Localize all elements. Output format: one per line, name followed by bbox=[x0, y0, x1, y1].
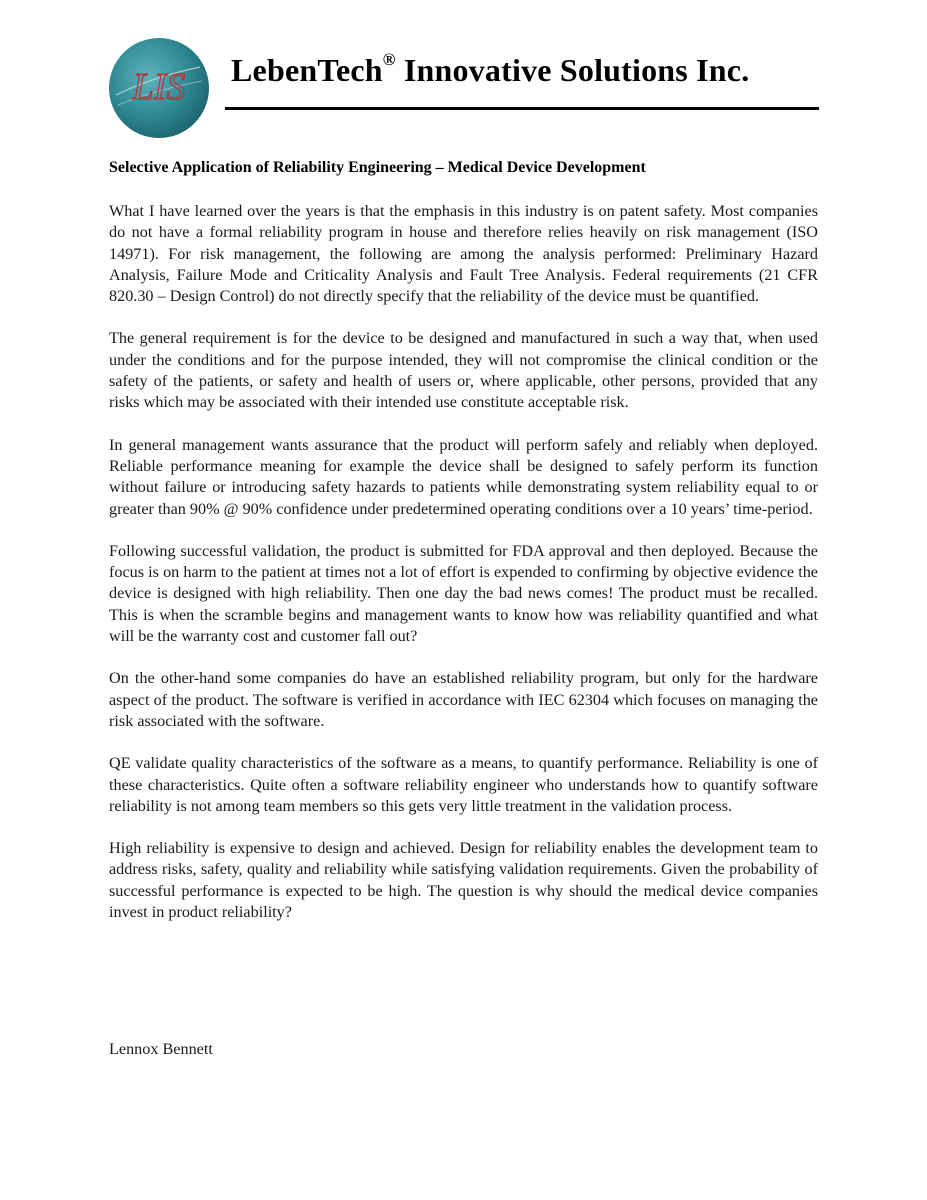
company-name bbox=[231, 52, 749, 89]
paragraph-3: In general management wants assurance that the product will perform safely and reliably when deployed. Reliable performance meaning for example the device shall be designed to safely perform its function without failure or introducing safety hazards to patients while demonstrating system reliability equal to or greater than 90% @ 90% confidence under predetermined operating conditions over a 10 years’ time-period. bbox=[109, 435, 818, 518]
paragraph-7: High reliability is expensive to design and achieved. Design for reliability enables the development team to address risks, safety, quality and reliability while satisfying validation requirements. Given the probability of successful performance is expected to be high. The question is why should the medical device companies invest in product reliability? bbox=[109, 839, 818, 922]
author-signature: Lennox Bennett bbox=[109, 1040, 213, 1058]
header-rule bbox=[225, 107, 819, 110]
paragraph-6: QE validate quality characteristics of the software as a means, to quantify performance. Reliability is one of these characteristics. Quite often a software reliability engineer who understands how to quantify software reliability is not among team members so this gets very little treatment in the validation process. bbox=[109, 754, 818, 815]
logo-lettering: LIS bbox=[132, 66, 186, 108]
company-name-main: LebenTech bbox=[231, 52, 383, 88]
paragraph-4: Following successful validation, the product is submitted for FDA approval and then deployed. Because the focus is on harm to the patient at times not a lot of effort is expended to confirming by objective evidence the device is designed with high reliability. Then one day the bad news comes! The product must be recalled. This is when the scramble begins and management wants to know how was reliability quantified and what will be the warranty cost and customer fall out? bbox=[109, 541, 818, 646]
paragraph-5: On the other-hand some companies do have an established reliability program, but only for the hardware aspect of the product. The software is verified in accordance with IEC 62304 which focuses on managing the risk associated with the software. bbox=[109, 669, 818, 730]
document-body bbox=[109, 201, 818, 944]
paragraph-2: The general requirement is for the device to be designed and manufactured in such a way that, when used under the conditions and for the purpose intended, they will not compromise the clinical condition or the safety of the patients, or safety and health of users or, where applicable, other persons, provided that any risks which may be associated with their intended use constitute acceptable risk. bbox=[109, 329, 818, 412]
company-logo bbox=[108, 37, 210, 139]
registered-mark: ® bbox=[382, 50, 396, 70]
document-title: Selective Application of Reliability Engineering – Medical Device Development bbox=[109, 159, 646, 176]
company-name-suffix: Innovative Solutions Inc. bbox=[395, 52, 750, 88]
paragraph-1: What I have learned over the years is that the emphasis in this industry is on patent safety. Most companies do not have a formal reliability program in house and therefore relies heavily on risk management (ISO 14971). For risk management, the following are among the analysis performed: Preliminary Hazard Analysis, Failure Mode and Criticality Analysis and Fault Tree Analysis. Federal requirements (21 CFR 820.30 – Design Control) do not directly specify that the reliability of the device must be quantified. bbox=[109, 202, 818, 306]
